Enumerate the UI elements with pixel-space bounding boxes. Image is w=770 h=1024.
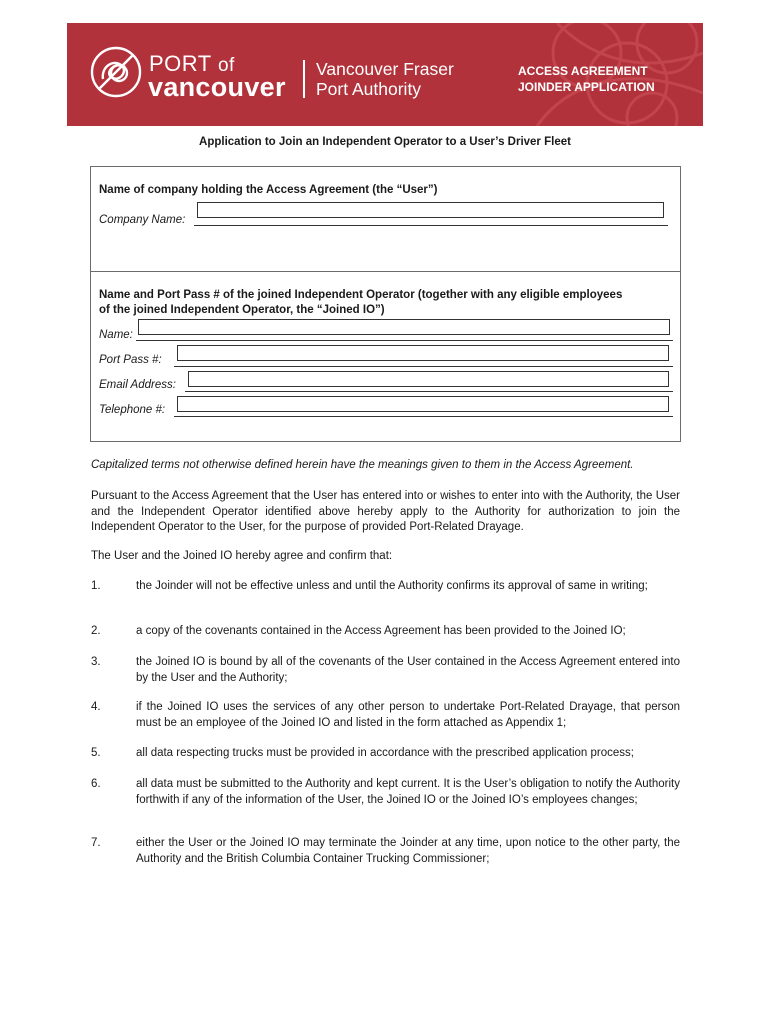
item-text-2: a copy of the covenants contained in the Access Agreement has been provided to the Joined IO; xyxy=(136,625,626,637)
company-name-label: Company Name: xyxy=(99,214,186,226)
joined-io-title-line-2: of the joined Independent Operator, the “Joined IO”) xyxy=(99,304,385,316)
authority-name xyxy=(316,59,454,99)
form-section-divider xyxy=(91,271,680,272)
definitions-note: Capitalized terms not otherwise defined herein have the meanings given to them in the Access Agreement. xyxy=(91,459,634,471)
company-name-underline xyxy=(194,225,668,226)
joined-io-section-title xyxy=(99,288,622,318)
item-text-5: all data respecting trucks must be provided in accordance with the prescribed application process; xyxy=(136,747,634,759)
brand-port-text: PORT xyxy=(149,51,212,76)
item-number-6: 6. xyxy=(91,778,101,790)
company-name-field[interactable] xyxy=(197,202,664,218)
name-label: Name: xyxy=(99,329,133,341)
document-title: Application to Join an Independent Operator to a User’s Driver Fleet xyxy=(199,136,571,148)
application-form xyxy=(90,166,681,442)
brand-of-text: of xyxy=(217,55,235,76)
agreement-intro: The User and the Joined IO hereby agree and confirm that: xyxy=(91,550,393,562)
authority-line-1: Vancouver Fraser xyxy=(316,59,454,79)
item-number-3: 3. xyxy=(91,656,101,668)
joined-io-title-line-1: Name and Port Pass # of the joined Independent Operator (together with any eligible employees xyxy=(99,289,623,301)
item-number-5: 5. xyxy=(91,747,101,759)
header-banner xyxy=(67,23,703,126)
email-address-label: Email Address: xyxy=(99,379,176,391)
telephone-field[interactable] xyxy=(177,396,669,412)
name-underline xyxy=(136,340,673,341)
authority-line-2: Port Authority xyxy=(316,79,422,99)
item-text-4: if the Joined IO uses the services of any other person to undertake Port-Related Drayage, that person must be an employee of the Joined IO and listed in the form attached as Appendix 1; xyxy=(136,701,680,729)
document-type xyxy=(518,63,655,95)
doc-type-line-1: ACCESS AGREEMENT xyxy=(518,64,648,78)
item-number-7: 7. xyxy=(91,837,101,849)
item-number-4: 4. xyxy=(91,701,101,713)
item-text-1: the Joinder will not be effective unless and until the Authority confirms its approval of same in writing; xyxy=(136,580,648,592)
port-pass-field[interactable] xyxy=(177,345,669,361)
item-text-3: the Joined IO is bound by all of the covenants of the User contained in the Access Agreement entered into by the User and the Authority; xyxy=(136,656,680,684)
port-of-vancouver-logo-icon xyxy=(89,45,143,99)
brand-divider xyxy=(303,60,305,98)
item-number-1: 1. xyxy=(91,580,101,592)
item-text-6: all data must be submitted to the Authority and kept current. It is the User’s obligation to notify the Authority forthwith if any of the information of the User, the Joined IO or the Joined IO’s employees changes; xyxy=(136,778,680,806)
email-address-underline xyxy=(185,391,673,392)
brand-vancouver: vancouver xyxy=(148,72,286,102)
port-pass-underline xyxy=(174,366,673,367)
email-address-field[interactable] xyxy=(188,371,669,387)
doc-type-line-2: JOINDER APPLICATION xyxy=(518,80,655,94)
user-section-title: Name of company holding the Access Agreement (the “User”) xyxy=(99,184,438,196)
telephone-underline xyxy=(174,416,673,417)
name-field[interactable] xyxy=(138,319,670,335)
pursuant-paragraph: Pursuant to the Access Agreement that the User has entered into or wishes to enter into with the Authority, the User and the Independent Operator identified above hereby apply to the Authority for authorization to join the Independent Operator to the User, for the purpose of provided Port-Related Drayage. xyxy=(91,490,680,533)
item-number-2: 2. xyxy=(91,625,101,637)
telephone-label: Telephone #: xyxy=(99,404,166,416)
item-text-7: either the User or the Joined IO may terminate the Joinder at any time, upon notice to the other party, the Authority and the British Columbia Container Trucking Commissioner; xyxy=(136,837,680,865)
port-pass-label: Port Pass #: xyxy=(99,354,162,366)
